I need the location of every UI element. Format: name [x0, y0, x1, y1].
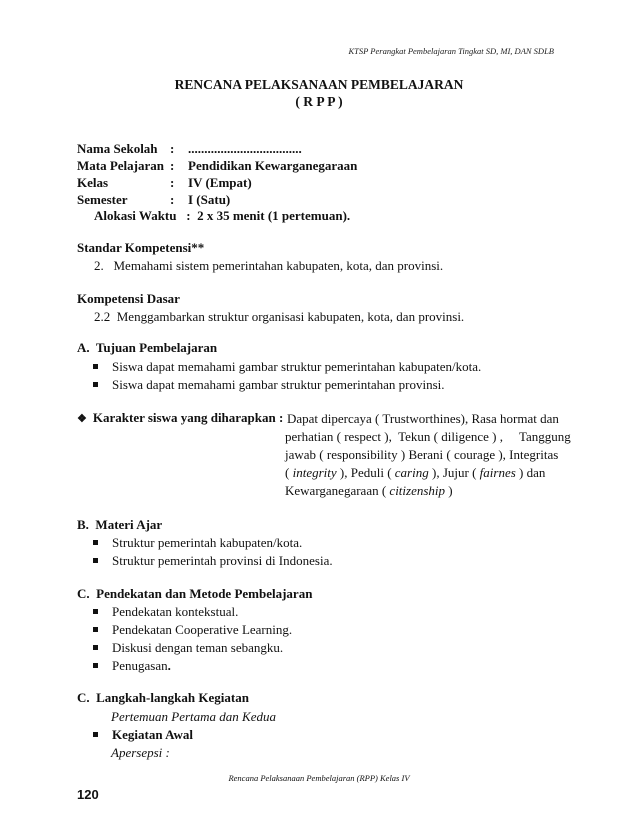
bullet-square-icon [93, 645, 98, 650]
identity-label: Nama Sekolah [77, 141, 158, 156]
list-item-text: Penugasan [112, 658, 168, 673]
title-line-2: ( R P P ) [295, 94, 343, 109]
karakter-text: ( [285, 465, 293, 480]
list-item-text: Struktur pemerintah provinsi di Indonesia. [112, 553, 333, 568]
karakter-line: perhatian ( respect ), Tekun ( diligence ) , Tanggung [285, 429, 571, 444]
list-item [93, 640, 283, 656]
identity-colon: : [170, 141, 175, 156]
list-item-period: . [167, 658, 171, 673]
list-item [93, 535, 302, 551]
bullet-square-icon [93, 364, 98, 369]
running-header: KTSP Perangkat Pembelajaran Tingkat SD, MI, DAN SDLB [348, 46, 554, 56]
document-title [0, 76, 638, 110]
standar-item: 2. Memahami sistem pemerintahan kabupaten, kota, dan provinsi. [94, 258, 444, 273]
list-item [93, 359, 481, 375]
list-item [93, 553, 333, 569]
karakter-term: citizenship [389, 483, 446, 498]
bullet-square-icon [93, 609, 98, 614]
list-item-text: Kegiatan Awal [112, 727, 194, 742]
kompetensi-item: 2.2 Menggambarkan struktur organisasi kabupaten, kota, dan provinsi. [94, 309, 465, 324]
list-item-text: Siswa dapat memahami gambar struktur pemerintahan kabupaten/kota. [112, 359, 482, 374]
list-item-text: Pendekatan Cooperative Learning. [112, 622, 293, 637]
standar-heading: Standar Kompetensi** [77, 240, 205, 255]
apersepsi-label: Apersepsi : [111, 745, 170, 760]
list-item [93, 604, 238, 620]
karakter-text: ), Peduli ( [336, 465, 395, 480]
kompetensi-heading: Kompetensi Dasar [77, 291, 180, 306]
identity-row-semester [77, 192, 230, 208]
karakter-label [77, 410, 283, 426]
diamond-bullet-icon: ❖ [77, 413, 87, 425]
bullet-square-icon [93, 627, 98, 632]
identity-label: Kelas [77, 175, 109, 190]
karakter-line [285, 482, 453, 500]
karakter-line: Dapat dipercaya ( Trustworthines), Rasa hormat dan [287, 411, 559, 426]
pendekatan-heading: C. Pendekatan dan Metode Pembelajaran [77, 586, 313, 601]
identity-label: Semester [77, 192, 128, 207]
identity-value: I (Satu) [188, 192, 231, 207]
identity-value: IV (Empat) [188, 175, 252, 190]
identity-row-subject [77, 158, 357, 174]
list-item-text: Pendekatan kontekstual. [112, 604, 239, 619]
karakter-line [285, 464, 545, 482]
identity-label: Mata Pelajaran [77, 158, 165, 173]
list-item [93, 377, 445, 393]
langkah-subheading: Pertemuan Pertama dan Kedua [111, 709, 277, 724]
karakter-term: integrity [292, 465, 337, 480]
title-line-1: RENCANA PELAKSANAAN PEMBELAJARAN [174, 77, 464, 92]
list-item [93, 727, 193, 743]
bullet-square-icon [93, 540, 98, 545]
list-item-text: Struktur pemerintah kabupaten/kota. [112, 535, 303, 550]
list-item-text: Siswa dapat memahami gambar struktur pemerintahan provinsi. [112, 377, 445, 392]
list-item [93, 622, 292, 638]
karakter-label-text: Karakter siswa yang diharapkan : [92, 410, 284, 425]
bullet-square-icon [93, 558, 98, 563]
karakter-text: Kewarganegaraan ( [285, 483, 390, 498]
karakter-text: ) dan [515, 465, 546, 480]
identity-colon: : [170, 192, 175, 207]
karakter-text: ) [445, 483, 453, 498]
karakter-text: ), Jujur ( [428, 465, 480, 480]
identity-row-class [77, 175, 252, 191]
identity-value: ................................... [188, 141, 302, 156]
identity-colon: : [170, 175, 175, 190]
karakter-line: jawab ( responsibility ) Berani ( courage ), Integritas [285, 447, 559, 462]
list-item [93, 658, 171, 674]
list-item-text: Diskusi dengan teman sebangku. [112, 640, 284, 655]
identity-value: Pendidikan Kewarganegaraan [188, 158, 358, 173]
materi-heading: B. Materi Ajar [77, 517, 163, 532]
langkah-heading: C. Langkah-langkah Kegiatan [77, 690, 249, 705]
karakter-values [287, 410, 559, 428]
identity-row-school [77, 141, 302, 157]
bullet-square-icon [93, 663, 98, 668]
tujuan-heading: A. Tujuan Pembelajaran [77, 340, 218, 355]
page-number: 120 [77, 787, 99, 802]
karakter-term: fairnes [479, 465, 516, 480]
bullet-square-icon [93, 732, 98, 737]
identity-colon: : [170, 158, 175, 173]
bullet-square-icon [93, 382, 98, 387]
karakter-term: caring [394, 465, 429, 480]
running-footer: Rencana Pelaksanaan Pembelajaran (RPP) Kelas IV [228, 773, 410, 783]
identity-row-time: Alokasi Waktu : 2 x 35 menit (1 pertemuan). [94, 208, 351, 223]
